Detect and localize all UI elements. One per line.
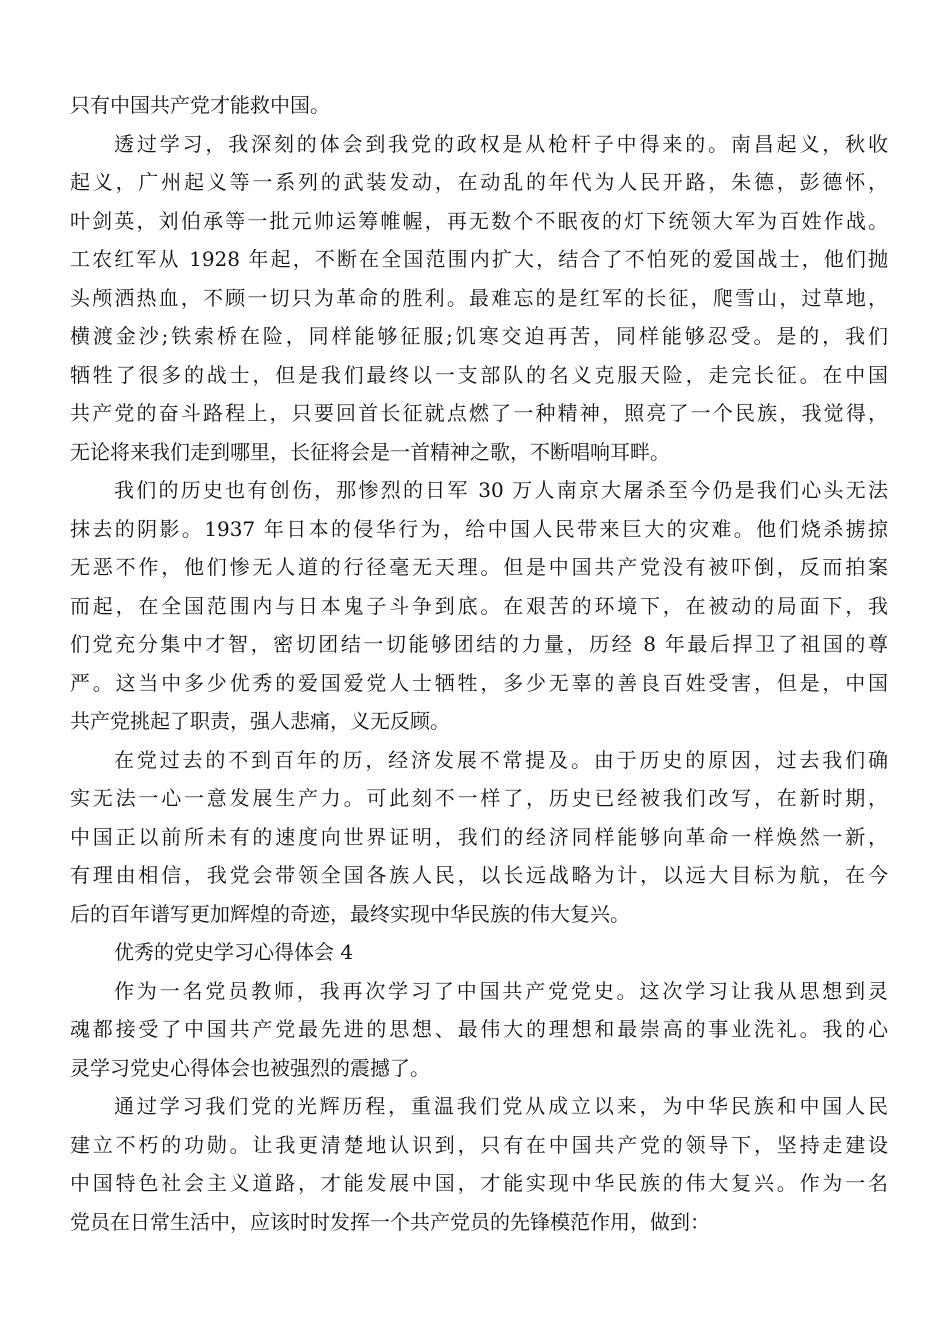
text-line: 严。这当中多少优秀的爱国爱党人士牺牲，多少无辜的善良百姓受害，但是，中国: [70, 670, 888, 695]
text-line: 抹去的阴影。1937 年日本的侵华行为，给中国人民带来巨大的灾难。他们烧杀掳掠: [70, 516, 888, 541]
text-line: 我们的历史也有创伤，那惨烈的日军 30 万人南京大屠杀至今仍是我们心头无法: [114, 478, 888, 502]
text-line: 党员在日常生活中，应该时时发挥一个共产党员的先锋模范作用，做到：: [70, 1209, 710, 1234]
text-line: 工农红军从 1928 年起，不断在全国范围内扩大，结合了不怕死的爱国战士，他们抛: [70, 247, 888, 271]
text-line: 叶剑英，刘伯承等一批元帅运筹帷幄，再无数个不眠夜的灯下统领大军为百姓作战。: [70, 208, 888, 233]
text-line: 共产党的奋斗路程上，只要回首长征就点燃了一种精神，照亮了一个民族，我觉得，: [70, 401, 888, 425]
text-line: 只有中国共产党才能救中国。: [70, 93, 330, 117]
text-line: 无恶不作，他们惨无人道的行径毫无天理。但是中国共产党没有被吓倒，反而拍案: [70, 555, 888, 579]
text-line: 中国特色社会主义道路，才能发展中国，才能实现中华民族的伟大复兴。作为一名: [70, 1171, 888, 1195]
text-line: 透过学习，我深刻的体会到我党的政权是从枪杆子中得来的。南昌起义，秋收: [114, 131, 888, 156]
text-line: 后的百年谱写更加辉煌的奇迹，最终实现中华民族的伟大复兴。: [70, 901, 630, 926]
text-line: 牺牲了很多的战士，但是我们最终以一支部队的名义克服天险，走完长征。在中国: [70, 362, 888, 387]
text-line: 们党充分集中才智，密切团结一切能够团结的力量，历经 8 年最后捍卫了祖国的尊: [70, 632, 888, 656]
text-line: 而起，在全国范围内与日本鬼子斗争到底。在艰苦的环境下，在被动的局面下，我: [70, 593, 888, 618]
text-line: 作为一名党员教师，我再次学习了中国共产党党史。这次学习让我从思想到灵: [114, 978, 888, 1003]
document-body: [70, 86, 888, 1241]
text-line: 建立不朽的功勋。让我更清楚地认识到，只有在中国共产党的领导下，坚持走建设: [70, 1132, 888, 1157]
text-line: 共产党挑起了职责，强人悲痛，义无反顾。: [70, 709, 450, 733]
text-line: 通过学习我们党的光辉历程，重温我们党从成立以来，为中华民族和中国人民: [114, 1094, 888, 1118]
text-line: 优秀的党史学习心得体会 4: [114, 940, 354, 964]
text-line: 头颅洒热血，不顾一切只为革命的胜利。最难忘的是红军的长征，爬雪山，过草地，: [70, 285, 888, 310]
text-line: 灵学习党史心得体会也被强烈的震撼了。: [70, 1055, 430, 1080]
text-line: 实无法一心一意发展生产力。可此刻不一样了，历史已经被我们改写，在新时期，: [70, 786, 888, 810]
text-line: 无论将来我们走到哪里，长征将会是一首精神之歌，不断唱响耳畔。: [70, 439, 670, 464]
text-line: 魂都接受了中国共产党最先进的思想、最伟大的理想和最崇高的事业洗礼。我的心: [70, 1017, 888, 1041]
text-line: 中国正以前所未有的速度向世界证明，我们的经济同样能够向革命一样焕然一新，: [70, 824, 888, 849]
text-line: 在党过去的不到百年的历，经济发展不常提及。由于历史的原因，过去我们确: [114, 747, 888, 772]
text-line: 起义，广州起义等一系列的武装发动，在动乱的年代为人民开路，朱德，彭德怀，: [70, 170, 888, 194]
text-line: 有理由相信，我党会带领全国各族人民，以长远战略为计，以远大目标为航，在今: [70, 863, 888, 887]
text-line: 横渡金沙;铁索桥在险，同样能够征服;饥寒交迫再苦，同样能够忍受。是的，我们: [70, 324, 888, 348]
